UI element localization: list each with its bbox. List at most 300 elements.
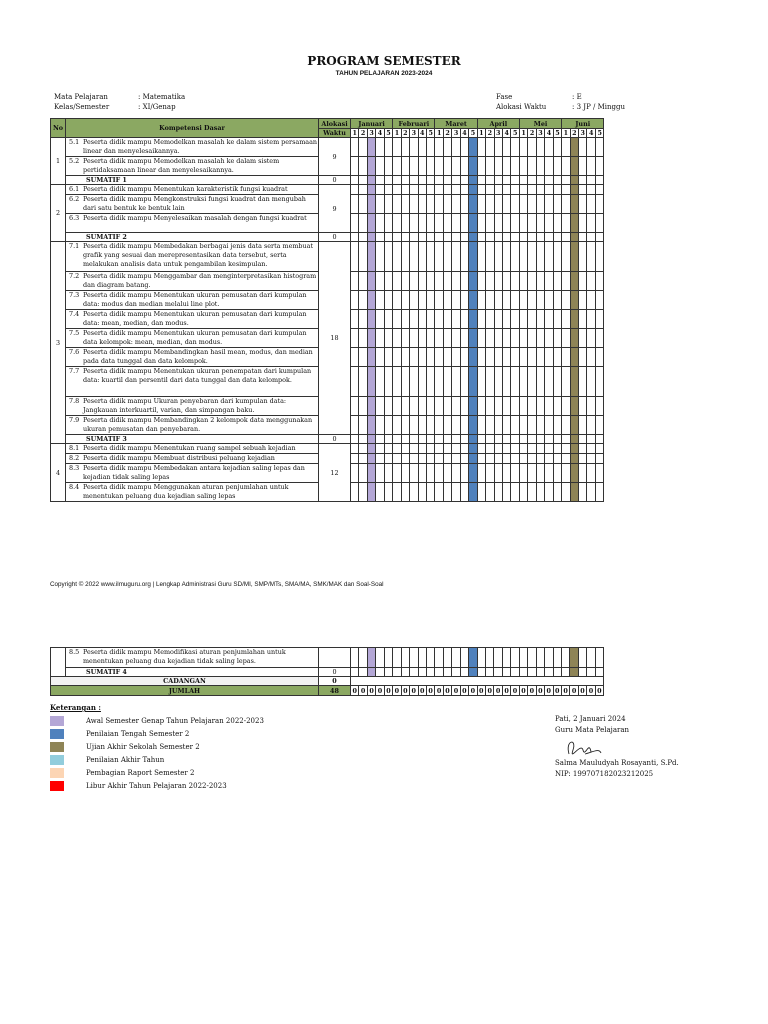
week-cell — [469, 185, 477, 195]
jumlah-week-cell: 0 — [445, 686, 450, 695]
legend-title: Keterangan : — [50, 703, 101, 712]
kd-item — [66, 367, 319, 397]
week-cell — [452, 454, 460, 464]
week-cell — [587, 348, 595, 367]
week-cell — [536, 397, 544, 416]
week-cell — [393, 648, 401, 668]
week-cell — [435, 185, 443, 195]
kd-text: Peserta didik mampu Membandingkan hasil mean, modus, dan median pada data tunggal dan data kelompok. — [83, 348, 313, 365]
week-cell — [595, 648, 603, 668]
week-cell — [528, 195, 536, 214]
week-cell — [494, 668, 502, 677]
week-cell — [393, 348, 401, 367]
kd-text: Peserta didik mampu Membandingkan 2 kelompok data menggunakan ukuran pemusatan dan penyebaran. — [83, 416, 313, 433]
week-cell — [545, 291, 553, 310]
week-cell — [469, 195, 477, 214]
jumlah-week-cell: 0 — [529, 686, 535, 695]
week-cell — [545, 329, 553, 348]
week-cell — [469, 435, 477, 444]
kd-number: 7.4 — [69, 310, 80, 318]
jumlah-week-cell: 0 — [495, 686, 501, 695]
week-cell — [359, 367, 367, 397]
week-cell — [477, 464, 485, 483]
week-cell — [401, 397, 409, 416]
week-cell — [494, 348, 502, 367]
jumlah-week-cell: 0 — [487, 686, 492, 695]
week-cell — [511, 648, 519, 668]
week-cell — [367, 214, 375, 233]
week-cell — [443, 310, 451, 329]
week-cell — [376, 483, 384, 502]
week-cell — [401, 195, 409, 214]
week-cell — [511, 195, 520, 214]
week-cell — [511, 668, 519, 677]
week-cell — [486, 195, 494, 214]
week-cell — [587, 185, 595, 195]
week-cell — [553, 157, 561, 176]
week-cell — [536, 138, 544, 157]
week-cell — [410, 185, 418, 195]
week-cell — [384, 648, 392, 668]
row-number: 4 — [51, 444, 66, 502]
signer-role: Guru Mata Pelajaran — [555, 726, 630, 734]
week-cell — [519, 435, 527, 444]
week-cell — [595, 444, 603, 454]
week-cell — [401, 329, 409, 348]
week-cell — [511, 483, 520, 502]
week-cell — [553, 138, 561, 157]
sumatif-label: SUMATIF 4 — [66, 668, 319, 677]
week-cell — [553, 348, 561, 367]
month-header: April — [477, 119, 519, 129]
week-cell — [511, 272, 520, 291]
week-cell — [359, 329, 367, 348]
week-cell — [452, 310, 460, 329]
week-cell — [519, 483, 527, 502]
week-cell — [477, 138, 485, 157]
week-cell — [528, 233, 536, 242]
week-cell — [367, 329, 375, 348]
week-cell — [460, 329, 468, 348]
week-cell — [427, 176, 435, 185]
week-cell — [367, 272, 375, 291]
kd-item — [66, 195, 319, 214]
week-cell — [545, 464, 553, 483]
week-cell — [443, 648, 451, 668]
week-cell — [511, 185, 520, 195]
week-cell — [579, 329, 587, 348]
week-cell — [562, 157, 570, 176]
week-cell — [545, 233, 553, 242]
kd-number: 8.5 — [69, 648, 80, 656]
week-cell — [351, 242, 359, 272]
week-cell — [486, 242, 494, 272]
week-cell — [427, 214, 435, 233]
week-cell — [359, 648, 367, 668]
week-cell — [401, 435, 409, 444]
week-cell — [553, 444, 561, 454]
legend-swatch — [50, 742, 64, 752]
week-cell — [587, 416, 595, 435]
week-cell — [435, 242, 443, 272]
legend-item — [50, 740, 264, 753]
week-cell — [553, 435, 561, 444]
week-cell — [570, 454, 578, 464]
week-cell — [528, 138, 536, 157]
week-cell — [410, 310, 418, 329]
week-cell — [511, 367, 520, 397]
week-cell — [545, 176, 553, 185]
week-cell — [393, 195, 401, 214]
week-cell — [435, 435, 443, 444]
week-cell — [494, 444, 502, 454]
week-cell — [587, 242, 595, 272]
week-cell — [359, 242, 367, 272]
week-cell — [502, 668, 510, 677]
sumatif-row — [51, 176, 604, 185]
sumatif-alokasi: 0 — [319, 668, 351, 677]
week-cell — [435, 310, 443, 329]
week-cell — [351, 272, 359, 291]
week-cell — [410, 668, 418, 677]
week-cell — [477, 444, 485, 454]
week-cell — [401, 272, 409, 291]
week-cell — [418, 176, 426, 185]
week-cell — [367, 416, 375, 435]
week-cell — [427, 348, 435, 367]
sumatif-alokasi: 0 — [319, 176, 351, 185]
week-number-header: 1 — [352, 129, 357, 137]
kd-number: 7.8 — [69, 397, 80, 405]
kd-number: 7.7 — [69, 367, 80, 375]
week-cell — [494, 157, 502, 176]
week-cell — [452, 416, 460, 435]
week-cell — [452, 176, 460, 185]
week-cell — [384, 397, 393, 416]
week-cell — [579, 416, 587, 435]
week-cell — [376, 157, 384, 176]
week-cell — [410, 291, 418, 310]
week-cell — [351, 464, 359, 483]
kd-text: Peserta didik mampu Membedakan antara kejadian saling lepas dan kejadian tidak saling lepas — [83, 464, 305, 481]
week-cell — [536, 195, 544, 214]
week-cell — [579, 310, 587, 329]
cadangan-weeks — [351, 677, 604, 686]
week-number-header: 2 — [487, 129, 493, 137]
week-cell — [469, 157, 477, 176]
week-cell — [545, 185, 553, 195]
week-cell — [410, 483, 418, 502]
meta-label: Mata Pelajaran — [54, 93, 108, 101]
week-cell — [528, 310, 536, 329]
kd-number: 7.6 — [69, 348, 80, 356]
kd-number: 5.2 — [69, 157, 80, 165]
week-cell — [595, 176, 603, 185]
week-cell — [435, 157, 443, 176]
alokasi-waktu: 12 — [319, 444, 351, 502]
week-cell — [528, 397, 536, 416]
kd-row — [51, 138, 604, 157]
kd-text: Peserta didik mampu Membuat distribusi peluang kejadian — [83, 454, 275, 462]
week-cell — [545, 348, 553, 367]
week-cell — [435, 195, 443, 214]
week-cell — [418, 233, 426, 242]
week-cell — [519, 233, 527, 242]
kd-text: Peserta didik mampu Menentukan ukuran pemusatan dari kumpulan data kelompok: mean, median, dan modus. — [83, 329, 307, 346]
signature-icon — [555, 736, 605, 758]
week-cell — [376, 291, 384, 310]
week-cell — [443, 668, 451, 677]
week-number-header: 3 — [411, 129, 417, 137]
week-cell — [494, 214, 502, 233]
week-cell — [528, 483, 536, 502]
week-cell — [587, 464, 595, 483]
week-cell — [359, 157, 367, 176]
week-cell — [570, 329, 578, 348]
week-cell — [427, 185, 435, 195]
week-cell — [384, 138, 393, 157]
week-cell — [452, 367, 460, 397]
week-cell — [393, 242, 401, 272]
week-cell — [486, 176, 494, 185]
week-cell — [595, 242, 603, 272]
week-cell — [494, 291, 502, 310]
kd-number: 6.3 — [69, 214, 80, 222]
week-cell — [410, 444, 418, 454]
week-cell — [536, 483, 544, 502]
week-number-header: 2 — [572, 129, 577, 137]
week-number-header: 2 — [529, 129, 535, 137]
week-cell — [359, 444, 367, 454]
week-cell — [469, 397, 477, 416]
kd-text: Peserta didik mampu Memodelkan masalah ke dalam sistem persamaan linear dan menyelesaikannya. — [83, 138, 317, 155]
week-number-header: 3 — [453, 129, 459, 137]
jumlah-week-cell: 0 — [504, 686, 509, 695]
week-number-header: 1 — [521, 129, 526, 137]
week-cell — [502, 648, 510, 668]
week-cell — [477, 233, 485, 242]
row-number: 3 — [51, 242, 66, 444]
week-cell — [359, 668, 367, 677]
week-cell — [376, 435, 384, 444]
week-cell — [351, 397, 359, 416]
kd-number: 5.1 — [69, 138, 80, 146]
kd-number: 7.5 — [69, 329, 80, 337]
week-cell — [545, 397, 553, 416]
week-cell — [367, 138, 375, 157]
week-cell — [443, 464, 451, 483]
signature-block — [555, 714, 679, 780]
week-cell — [443, 454, 451, 464]
week-cell — [427, 464, 435, 483]
legend-label: Pembagian Raport Semester 2 — [86, 768, 195, 777]
week-cell — [486, 435, 494, 444]
week-cell — [579, 397, 587, 416]
week-cell — [519, 367, 527, 397]
week-cell — [443, 416, 451, 435]
week-cell — [570, 648, 578, 668]
week-cell — [469, 233, 477, 242]
week-cell — [595, 348, 603, 367]
week-cell — [376, 185, 384, 195]
week-cell — [553, 454, 561, 464]
week-cell — [511, 348, 520, 367]
week-cell — [587, 444, 595, 454]
week-cell — [376, 195, 384, 214]
week-cell — [477, 367, 485, 397]
meta-value: : 3 JP / Minggu — [572, 103, 625, 111]
kd-number: 6.1 — [69, 185, 80, 193]
week-cell — [435, 272, 443, 291]
kd-number: 8.4 — [69, 483, 80, 491]
week-cell — [427, 291, 435, 310]
week-cell — [486, 157, 494, 176]
week-cell — [519, 668, 527, 677]
week-cell — [553, 483, 561, 502]
week-cell — [384, 291, 393, 310]
week-cell — [545, 668, 553, 677]
week-cell — [477, 272, 485, 291]
week-cell — [519, 310, 527, 329]
jumlah-label: JUMLAH — [51, 686, 319, 696]
week-cell — [393, 464, 401, 483]
week-cell — [401, 233, 409, 242]
jumlah-week-cell: 0 — [597, 686, 602, 695]
week-cell — [367, 668, 375, 677]
week-cell — [503, 444, 511, 454]
week-cell — [528, 348, 536, 367]
week-cell — [595, 367, 603, 397]
week-cell — [587, 367, 595, 397]
kd-item — [66, 464, 319, 483]
week-cell — [587, 214, 595, 233]
week-cell — [384, 310, 393, 329]
kd-item — [66, 329, 319, 348]
week-cell — [511, 435, 520, 444]
week-cell — [401, 242, 409, 272]
legend-item — [50, 753, 264, 766]
week-cell — [545, 242, 553, 272]
week-cell — [587, 291, 595, 310]
week-cell — [367, 291, 375, 310]
week-cell — [359, 348, 367, 367]
week-cell — [435, 214, 443, 233]
week-cell — [528, 185, 536, 195]
week-cell — [427, 233, 435, 242]
week-cell — [351, 176, 359, 185]
week-cell — [536, 464, 544, 483]
week-cell — [376, 464, 384, 483]
week-cell — [545, 157, 553, 176]
week-cell — [435, 454, 443, 464]
week-cell — [579, 291, 587, 310]
kd-number: 8.1 — [69, 444, 80, 452]
week-cell — [511, 397, 520, 416]
week-cell — [553, 668, 561, 677]
week-cell — [393, 668, 401, 677]
week-cell — [359, 416, 367, 435]
jumlah-week-cell: 0 — [369, 686, 374, 695]
week-cell — [351, 291, 359, 310]
week-cell — [595, 483, 603, 502]
week-cell — [553, 329, 561, 348]
jumlah-week-cell: 0 — [462, 686, 467, 695]
week-cell — [351, 329, 359, 348]
week-cell — [477, 483, 485, 502]
alokasi-waktu: 9 — [319, 185, 351, 233]
month-header: Maret — [435, 119, 477, 129]
week-cell — [418, 668, 426, 677]
week-cell — [443, 397, 451, 416]
kd-number: 6.2 — [69, 195, 80, 203]
week-number-header: 1 — [394, 129, 400, 137]
week-cell — [528, 176, 536, 185]
jumlah-week-cell: 0 — [470, 686, 476, 695]
week-cell — [460, 233, 468, 242]
week-cell — [579, 176, 587, 185]
week-cell — [545, 310, 553, 329]
week-cell — [452, 348, 460, 367]
program-table-page1 — [50, 118, 604, 502]
week-cell — [519, 138, 527, 157]
week-cell — [570, 444, 578, 454]
week-cell — [376, 329, 384, 348]
week-cell — [562, 195, 570, 214]
week-cell — [460, 272, 468, 291]
week-cell — [418, 483, 426, 502]
jumlah-week-cell: 0 — [588, 686, 594, 695]
week-cell — [486, 464, 494, 483]
week-cell — [494, 435, 502, 444]
week-cell — [579, 367, 587, 397]
week-cell — [460, 648, 468, 668]
week-cell — [494, 195, 502, 214]
kd-text: Peserta didik mampu Menggunakan aturan penjumlahan untuk menentukan peluang dua kejadian saling lepas — [83, 483, 289, 500]
week-cell — [536, 367, 544, 397]
week-cell — [536, 435, 544, 444]
week-cell — [452, 435, 460, 444]
kd-item — [66, 416, 319, 435]
week-cell — [587, 176, 595, 185]
sumatif-alokasi: 0 — [319, 435, 351, 444]
week-cell — [401, 444, 409, 454]
week-cell — [519, 329, 527, 348]
kd-text: Peserta didik mampu Mengkonstruksi fungsi kuadrat dan mengubah dari satu bentuk ke bentuk lain — [83, 195, 306, 212]
week-cell — [351, 367, 359, 397]
week-cell — [427, 416, 435, 435]
week-cell — [536, 176, 544, 185]
week-cell — [443, 157, 451, 176]
week-cell — [410, 435, 418, 444]
week-number-header: 4 — [546, 129, 552, 137]
week-cell — [528, 272, 536, 291]
week-cell — [562, 435, 570, 444]
week-cell — [562, 397, 570, 416]
week-cell — [494, 329, 502, 348]
week-cell — [384, 185, 393, 195]
week-cell — [435, 464, 443, 483]
week-cell — [536, 272, 544, 291]
week-cell — [511, 176, 520, 185]
meta-value: : Matematika — [138, 93, 186, 101]
week-cell — [418, 435, 426, 444]
week-cell — [486, 444, 494, 454]
week-cell — [528, 648, 536, 668]
week-cell — [578, 648, 586, 668]
week-cell — [384, 435, 393, 444]
week-cell — [587, 138, 595, 157]
legend-swatch — [50, 768, 64, 778]
